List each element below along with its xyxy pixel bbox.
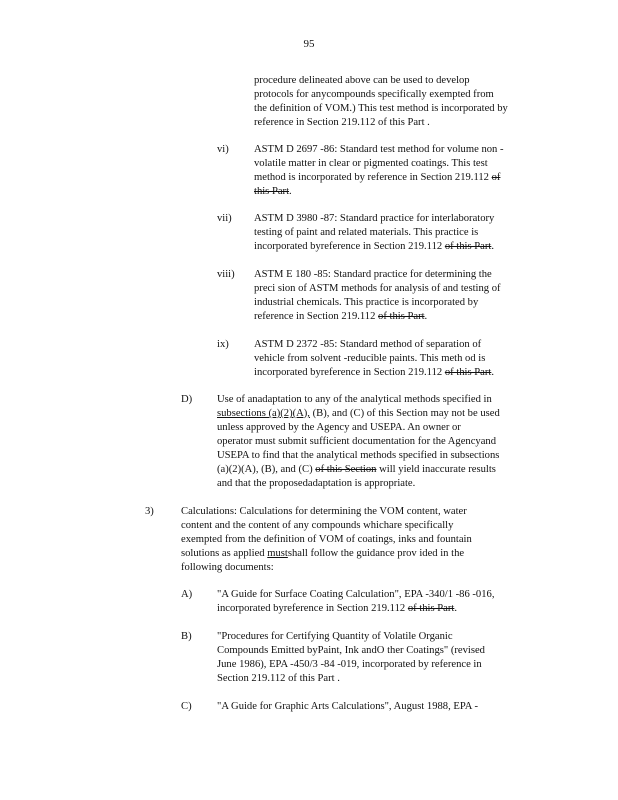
text-line: this Part. [254,186,292,197]
text-line: incorporated byreference in Section 219.112 of this Part. [254,241,494,252]
text-line: vehicle from solvent -reducible paints. This meth od is [254,353,486,364]
text-line: incorporated byreference in Section 219.112 of this Part. [254,367,494,378]
text-line: and that the proposedadaptation is appropriate. [217,478,416,489]
text-line: volatile matter in clear or pigmented coatings. This test [254,158,488,169]
text-line: reference in Section 219.112 of this Part. [254,311,428,322]
text-line: "Procedures for Certifying Quantity of Volatile Organic [217,631,453,642]
document-c-marker: C) [181,701,192,712]
item-marker-vii: vii) [217,213,232,224]
text-line: ASTM D 2697 -86: Standard test method for volume non - [254,144,504,155]
document-a-paragraph [217,588,527,616]
text-line: USEPA to find that the analytical methods specified in subsections [217,450,500,461]
item-marker-vi: vi) [217,144,229,155]
item-viii-paragraph [254,268,544,324]
section-d-marker: D) [181,394,193,405]
document-a-marker: A) [181,589,193,600]
text-line: procedure delineated above can be used to develop [254,75,470,86]
deleted-text: this Part [254,186,290,197]
text-line: Calculations: Calculations for determining the VOM content, water [181,506,467,517]
text-line: the definition of VOM.) This test method is incorporated by [254,103,508,114]
text-line: content and the content of any compounds whichare specifically [181,520,454,531]
deleted-text: of [491,172,501,183]
section-3-marker: 3) [145,506,154,517]
text-line: incorporated byreference in Section 219.112 of this Part. [217,603,457,614]
text-line: "A Guide for Surface Coating Calculation", EPA -340/1 -86 -016, [217,589,495,600]
deleted-text: of this Part [378,311,425,322]
deleted-text: of this Part [444,367,492,378]
section-d-paragraph [217,393,547,491]
text-line: "A Guide for Graphic Arts Calculations", August 1988, EPA - [217,701,479,712]
deleted-text: of this Section [315,464,377,475]
text-line: method is incorporated by reference in Section 219.112 of [254,172,501,183]
text-line: Use of anadaptation to any of the analytical methods specified in [217,394,492,405]
inserted-text: subsections (a)(2)(A), [217,408,310,419]
text-line: solutions as applied mustshall follow the guidance prov ided in the [181,548,465,559]
text-line: (a)(2)(A), (B), and (C) of this Section will yield inaccurate results [217,464,496,475]
text-line: testing of paint and related materials. This practice is [254,227,479,238]
intro-paragraph [254,74,544,130]
inserted-text: must [267,548,288,559]
text-line: operator must submit sufficient documentation for the Agencyand [217,436,497,447]
text-line: June 1986), EPA -450/3 -84 -019, incorporated by reference in [217,659,482,670]
item-vii-paragraph [254,212,544,254]
text-line: following documents: [181,562,274,573]
text-line: reference in Section 219.112 of this Part . [254,117,430,128]
document-b-paragraph [217,630,517,686]
document-c-paragraph [217,700,517,714]
text-line: ASTM D 2372 -85: Standard method of separation of [254,339,482,350]
text-line: subsections (a)(2)(A), (B), and (C) of this Section may not be used [217,408,500,419]
deleted-text: of this Part [407,603,455,614]
section-3-paragraph [181,505,531,575]
item-ix-paragraph [254,338,544,380]
item-marker-ix: ix) [217,339,229,350]
text-line: Compounds Emitted byPaint, Ink andO ther Coatings" (revised [217,645,485,656]
text-line: protocols for anycompounds specifically exempted from [254,89,494,100]
text-line: ASTM D 3980 -87: Standard practice for interlaboratory [254,213,495,224]
page-number: 95 [303,38,315,50]
deleted-text: of this Part [444,241,492,252]
text-line: industrial chemicals. This practice is incorporated by [254,297,479,308]
item-vi-paragraph [254,143,544,199]
text-line: preci sion of ASTM methods for analysis of and testing of [254,283,501,294]
text-line: Section 219.112 of this Part . [217,673,340,684]
item-marker-viii: viii) [217,269,235,280]
document-b-marker: B) [181,631,192,642]
text-line: ASTM E 180 -85: Standard practice for determining the [254,269,492,280]
text-line: unless approved by the Agency and USEPA. An owner or [217,422,461,433]
text-line: exempted from the definition of VOM of coatings, inks and fountain [181,534,472,545]
